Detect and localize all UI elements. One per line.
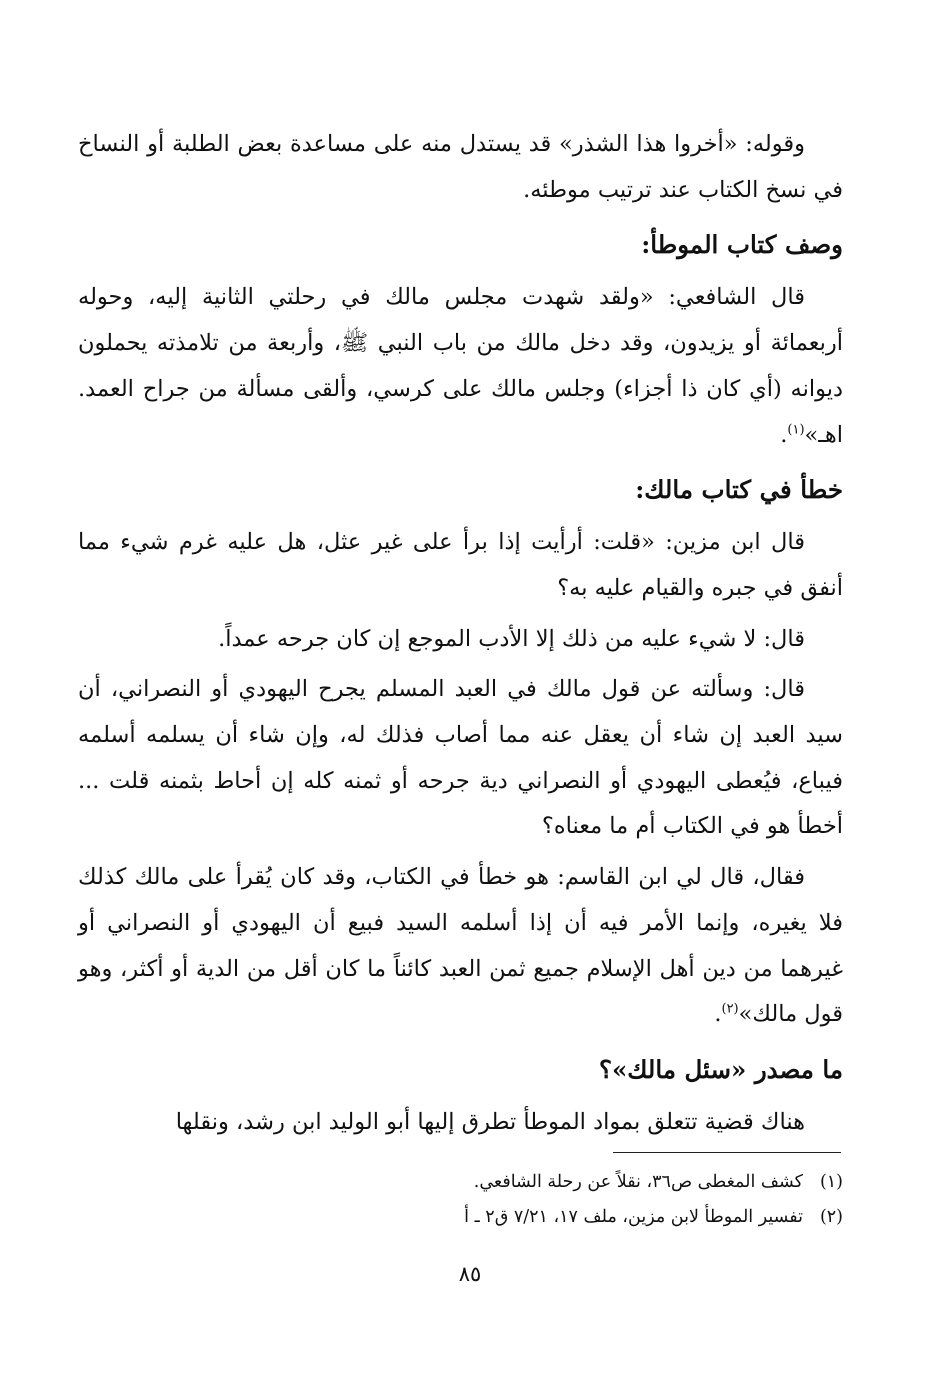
- heading-error-in-malik-book: خطأ في كتاب مالك:: [635, 475, 843, 505]
- footnote-2: [150, 1200, 843, 1235]
- heading-muwatta-description: وصف كتاب الموطأ:: [641, 230, 843, 260]
- footnote-text: كشف المغطى ص٣٦، نقلاً عن رحلة الشافعي.: [473, 1172, 803, 1192]
- paragraph-4-text: قال: لا شيء عليه من ذلك إلا الأدب الموجع إن كان جرحه عمداً.: [218, 625, 805, 652]
- paragraph-5: [78, 667, 843, 850]
- footnote-ref-2: (٢): [721, 1001, 739, 1017]
- paragraph-6-end: .: [714, 1001, 722, 1028]
- footnote-number: (١): [819, 1172, 843, 1192]
- footnote-1: [150, 1165, 843, 1200]
- footnote-separator: [613, 1152, 841, 1153]
- paragraph-4: [78, 617, 843, 663]
- paragraph-2-end: .: [780, 421, 788, 448]
- paragraph-2-text: قال الشافعي: «ولقد شهدت مجلس مالك في رحلتي الثانية إليه، وحوله أربعمائة أو يزيدون، وقد دخل مالك من باب النبي ﷺ، وأربعة من تلامذته يحملون ديوانه (أي كان ذا أجزاء) وجلس مالك على كرسي، وألقى مسألة من جراح العمد. اهـ»: [78, 284, 843, 448]
- heading-source-of-suila-malik: ما مصدر «سئل مالك»؟: [598, 1054, 843, 1084]
- paragraph-7-text: هناك قضية تتعلق بمواد الموطأ تطرق إليها أبو الوليد ابن رشد، ونقلها: [175, 1108, 805, 1135]
- paragraph-2: [78, 275, 843, 458]
- paragraph-3-text: قال ابن مزين: «قلت: أرأيت إذا برأ على غير عثل، هل عليه غرم شيء مما أنفق في جبره والقيام عليه به؟: [78, 529, 843, 601]
- footnotes: [150, 1165, 843, 1235]
- paragraph-1: [78, 122, 843, 213]
- footnote-ref-1: (١): [787, 422, 805, 438]
- footnote-number: (٢): [819, 1207, 843, 1227]
- paragraph-1-text: وقوله: «أخروا هذا الشذر» قد يستدل منه على مساعدة بعض الطلبة أو النساخ في نسخ الكتاب عند ترتيب موطئه.: [78, 131, 843, 203]
- paragraph-6-text: فقال، قال لي ابن القاسم: هو خطأ في الكتاب، وقد كان يُقرأ على مالك كذلك فلا يغيره، وإنما الأمر فيه أن إذا أسلمه السيد فبيع أن اليهودي أو النصراني أو غيرهما من دين أهل الإسلام جميع ثمن العبد كائناً ما كان أقل من الدية أو أكثر، وهو قول مالك»: [78, 864, 843, 1028]
- paragraph-6: [78, 855, 843, 1038]
- page-number: ٨٥: [458, 1262, 482, 1286]
- paragraph-3: [78, 520, 843, 611]
- paragraph-7: [78, 1100, 843, 1146]
- paragraph-5-text: قال: وسألته عن قول مالك في العبد المسلم يجرح اليهودي أو النصراني، أن سيد العبد إن شاء أن يعقل عنه مما أصاب فذلك له، وإن شاء أن يسلمه أسلمه فيباع، فيُعطى اليهودي أو النصراني دية جرحه أو ثمنه كله إن أحاط بثمنه قلت ... أخطأ هو في الكتاب أم ما معناه؟: [78, 676, 843, 840]
- footnote-text: تفسير الموطأ لابن مزين، ملف ١٧، ٧/٢١ ق٢ ـ أ: [464, 1207, 803, 1227]
- main-text: [78, 122, 843, 1151]
